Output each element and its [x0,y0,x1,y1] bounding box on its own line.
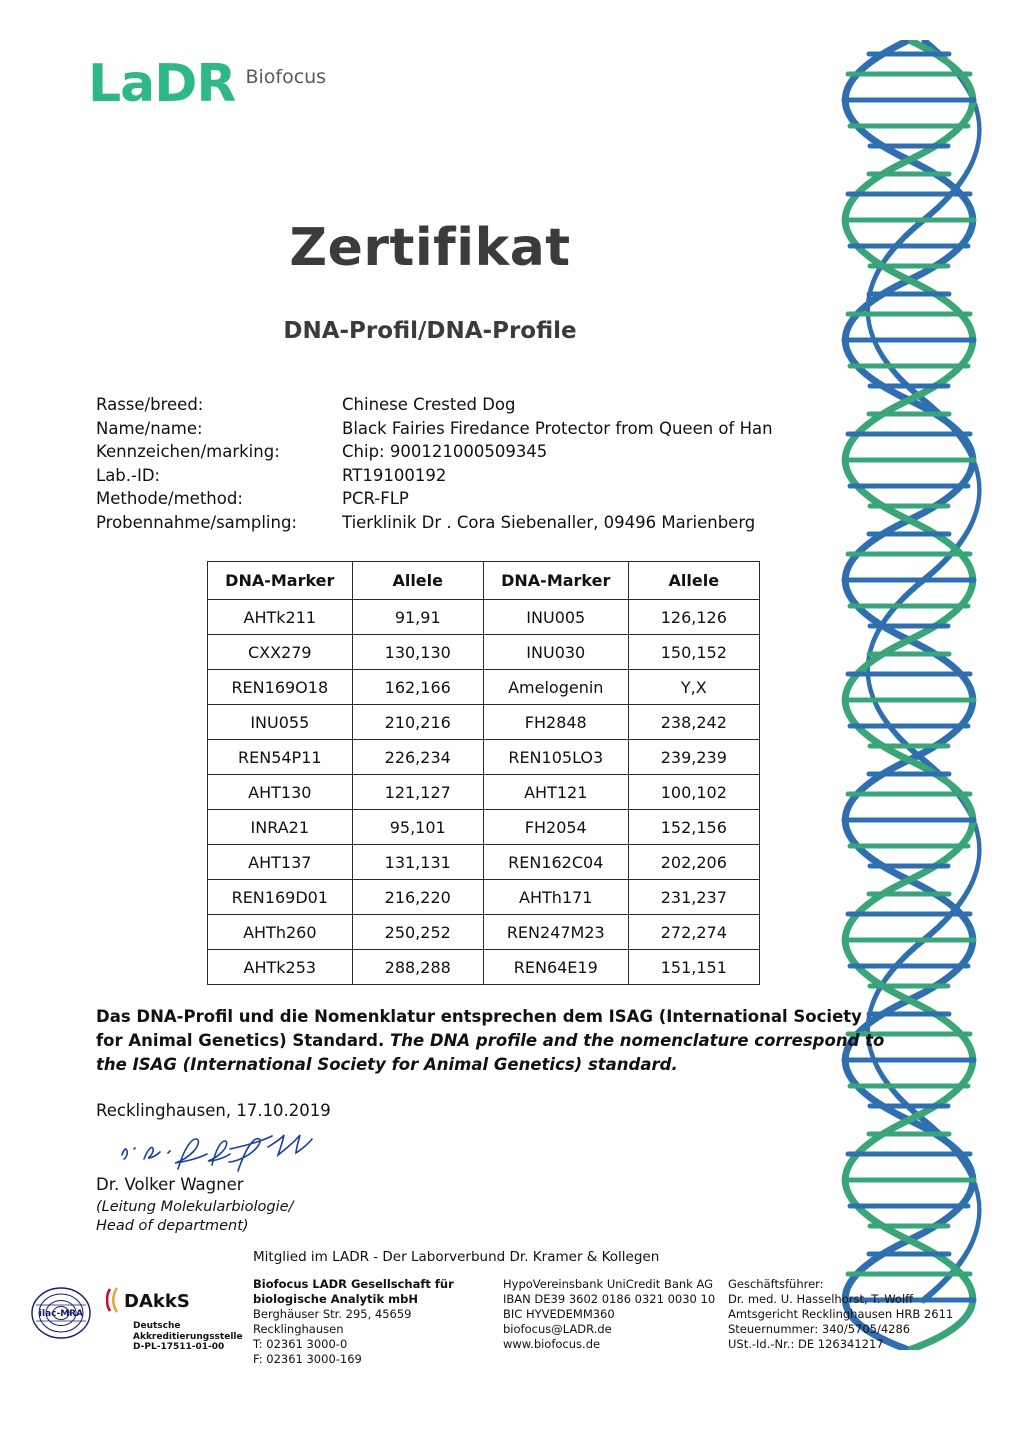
info-row-method [96,487,773,511]
dakks-line-1: Deutsche [133,1321,181,1331]
cell-allele-left: 250,252 [352,915,483,950]
info-label-marking: Kennzeichen/marking: [96,442,280,461]
info-row-labid [96,464,773,488]
ilac-mra-icon [30,1285,92,1341]
contact-website[interactable]: www.biofocus.de [503,1337,601,1351]
subject-info-block [96,393,773,534]
isag-standard-note [96,1005,886,1077]
bank-bic: BIC HYVEDEMM360 [503,1307,615,1321]
signer-role-de: (Leitung Molekularbiologie/ [96,1199,294,1215]
cell-marker-right: REN162C04 [483,845,628,880]
cell-allele-right: 238,242 [628,705,759,740]
cell-allele-right: 100,102 [628,775,759,810]
info-row-sampling [96,511,773,535]
cell-marker-left: INRA21 [208,810,353,845]
dakks-line-2: Akkreditierungsstelle [133,1331,243,1342]
cell-marker-left: REN169D01 [208,880,353,915]
info-value-breed: Chinese Crested Dog [342,395,516,414]
page-subtitle: DNA-Profil/DNA-Profile [283,318,577,344]
svg-text:DAkkS: DAkkS [124,1291,190,1312]
table-row [208,670,760,705]
cell-allele-right: 202,206 [628,845,759,880]
table-header-row [208,562,760,600]
cell-marker-right: INU005 [483,600,628,635]
cell-marker-left: AHT137 [208,845,353,880]
cell-marker-right: FH2848 [483,705,628,740]
bank-name: HypoVereinsbank UniCredit Bank AG [503,1277,714,1291]
table-row [208,810,760,845]
logo-wordmark: LaDR [88,54,236,114]
cell-marker-left: AHTh260 [208,915,353,950]
table-row [208,950,760,985]
table-header-allele-1: Allele [352,562,483,600]
cell-marker-left: AHTk253 [208,950,353,985]
cell-marker-right: AHTh171 [483,880,628,915]
brand-logo [88,54,327,114]
table-header-marker-1: DNA-Marker [208,562,353,600]
cell-allele-right: 239,239 [628,740,759,775]
dakks-block [106,1285,243,1353]
footer [30,1277,990,1367]
cell-marker-right: AHT121 [483,775,628,810]
footer-bank-column [503,1277,728,1352]
info-value-labid: RT19100192 [342,465,447,485]
cell-marker-right: Amelogenin [483,670,628,705]
cell-allele-left: 91,91 [352,600,483,635]
legal-line-3: Amtsgericht Recklinghausen HRB 2611 [728,1307,954,1321]
cell-allele-left: 130,130 [352,635,483,670]
cell-allele-left: 162,166 [352,670,483,705]
bank-iban: IBAN DE39 3602 0186 0321 0030 10 [503,1292,716,1306]
info-row-marking [96,440,773,464]
cell-marker-left: INU055 [208,705,353,740]
footer-company-column [253,1277,503,1367]
info-row-name [96,417,773,441]
logo-subbrand: Biofocus [245,66,327,88]
cell-marker-left: REN169O18 [208,670,353,705]
table-row [208,600,760,635]
info-label-method: Methode/method: [96,489,243,508]
info-row-breed [96,393,773,417]
accreditation-logos [30,1277,253,1353]
company-address: Berghäuser Str. 295, 45659 Recklinghausen [253,1307,412,1336]
cell-marker-right: REN105LO3 [483,740,628,775]
table-header-allele-2: Allele [628,562,759,600]
info-label-name: Name/name: [96,418,203,438]
cell-marker-right: FH2054 [483,810,628,845]
dna-marker-table-wrap [207,561,760,985]
cell-marker-right: REN247M23 [483,915,628,950]
table-row [208,915,760,950]
table-row [208,845,760,880]
table-row [208,705,760,740]
page-title: Zertifikat [289,218,571,278]
cell-allele-right: Y,X [628,670,759,705]
cell-allele-right: 272,274 [628,915,759,950]
legal-line-5: USt.-Id.-Nr.: DE 126341217 [728,1337,884,1351]
place-and-date: Recklinghausen, 17.10.2019 [96,1101,331,1120]
dakks-icon [106,1285,202,1315]
info-value-marking: Chip: 900121000509345 [342,442,548,461]
company-line-2: biologische Analytik mbH [253,1292,418,1306]
signer-role-en: Head of department) [96,1218,249,1234]
table-row [208,740,760,775]
cell-allele-right: 152,156 [628,810,759,845]
cell-allele-right: 126,126 [628,600,759,635]
isag-note-en: The DNA profile and the nomenclature correspond to the ISAG (International Society for Animal Genetics) standard. [96,1031,885,1074]
cell-allele-left: 226,234 [352,740,483,775]
cell-allele-left: 216,220 [352,880,483,915]
cell-allele-left: 210,216 [352,705,483,740]
table-row [208,635,760,670]
cell-allele-right: 231,237 [628,880,759,915]
table-header-marker-2: DNA-Marker [483,562,628,600]
member-line: Mitglied im LADR - Der Laborverbund Dr. Kramer & Kollegen [253,1249,660,1265]
isag-note-de: Das DNA-Profil und die Nomenklatur entsprechen dem ISAG (International Society for Animal Genetics) Standard. [96,1007,862,1050]
legal-line-4: Steuernummer: 340/5705/4286 [728,1322,911,1336]
dna-marker-table [207,561,760,985]
svg-text:ilac-MRA: ilac-MRA [38,1309,84,1319]
info-label-sampling: Probennahme/sampling: [96,512,297,532]
dakks-line-3: D-PL-17511-01-00 [133,1342,225,1352]
cell-allele-right: 151,151 [628,950,759,985]
cell-marker-right: INU030 [483,635,628,670]
legal-line-2: Dr. med. U. Hasselhorst, T. Wolff [728,1292,914,1306]
dakks-caption [133,1321,243,1353]
info-label-labid: Lab.-ID: [96,465,161,485]
info-label-breed: Rasse/breed: [96,395,204,414]
signer-role [96,1198,293,1236]
cell-marker-left: AHTk211 [208,600,353,635]
legal-line-1: Geschäftsführer: [728,1277,824,1291]
company-fax: F: 02361 3000-169 [253,1352,362,1366]
cell-allele-left: 131,131 [352,845,483,880]
company-phone: T: 02361 3000-0 [253,1337,348,1351]
cell-allele-left: 288,288 [352,950,483,985]
signer-name: Dr. Volker Wagner [96,1175,244,1194]
table-row [208,880,760,915]
cell-marker-right: REN64E19 [483,950,628,985]
company-line-1: Biofocus LADR Gesellschaft für [253,1277,454,1291]
footer-legal-column [728,1277,988,1352]
info-value-name: Black Fairies Firedance Protector from Queen of Han [342,418,773,438]
cell-marker-left: REN54P11 [208,740,353,775]
info-value-method: PCR-FLP [342,489,409,508]
table-row [208,775,760,810]
cell-marker-left: AHT130 [208,775,353,810]
contact-email[interactable]: biofocus@LADR.de [503,1322,612,1336]
cell-marker-left: CXX279 [208,635,353,670]
cell-allele-left: 121,127 [352,775,483,810]
cell-allele-left: 95,101 [352,810,483,845]
info-value-sampling: Tierklinik Dr . Cora Siebenaller, 09496 Marienberg [342,512,756,532]
cell-allele-right: 150,152 [628,635,759,670]
